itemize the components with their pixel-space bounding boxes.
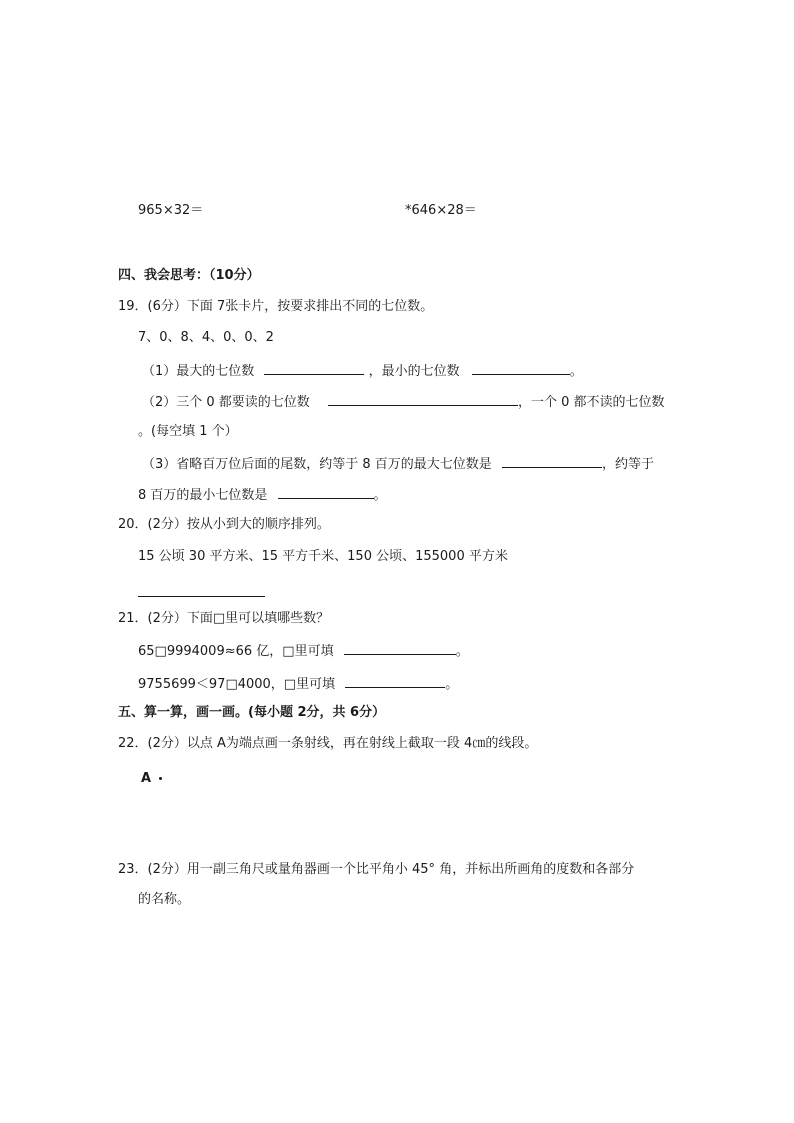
q19-part3-text-c: 8 百万的最小七位数是: [138, 488, 268, 503]
answer-blank-min[interactable]: [472, 362, 570, 375]
q19-part1-text-b: ，最小的七位数: [368, 364, 460, 379]
q20-items: 15 公顷 30 平方米、15 平方千米、150 公顷、155000 平方米: [138, 549, 508, 564]
answer-blank-three-zeros[interactable]: [328, 393, 518, 406]
q21-line1-end: 。: [455, 644, 469, 659]
q21-line2-end: 。: [445, 677, 459, 692]
point-a-marker: [141, 771, 162, 787]
q19-part3-text-a: （3）省略百万位后面的尾数，约等于 8 百万的最大七位数是: [142, 457, 492, 472]
section-5-title: 五、算一算，画一画。(每小题 2分，共 6分）: [118, 705, 386, 720]
q19-part3-text-b: ，约等于: [601, 457, 654, 472]
q21-line2: [138, 675, 458, 693]
calc-right: *646×28＝: [405, 203, 477, 218]
q22-stem: 22．(2分）以点 A为端点画一条射线，再在射线上截取一段 4㎝的线段。: [118, 736, 538, 751]
q19-stem: 19．(6分）下面 7张卡片，按要求排出不同的七位数。: [118, 299, 434, 314]
q21-line2-text: 9755699＜97□4000，□里可填: [138, 677, 336, 692]
calc-left: 965×32＝: [138, 203, 204, 218]
q21-stem: 21．(2分）下面□里可以填哪些数？: [118, 611, 330, 626]
answer-blank-min-8m[interactable]: [278, 486, 374, 499]
q19-part3: [142, 455, 654, 473]
q19-part2: [142, 393, 665, 411]
q21-line1: [138, 642, 469, 660]
answer-blank-max[interactable]: [264, 362, 364, 375]
section-4-title: 四、我会思考：（10分）: [118, 268, 260, 283]
q19-part1: [142, 362, 583, 380]
q23-stem-line2: 的名称。: [138, 892, 191, 907]
q19-part1-end: 。: [569, 364, 583, 379]
q19-part2-text-b: ，一个 0 都不读的七位数: [517, 395, 665, 410]
answer-blank-max-8m[interactable]: [502, 455, 602, 468]
q19-part2-note: 。(每空填 1 个）: [138, 424, 238, 439]
q19-cards: 7、0、8、4、0、0、2: [138, 330, 274, 345]
q21-line1-text: 65□9994009≈66 亿，□里可填: [138, 644, 334, 659]
q19-part1-text-a: （1）最大的七位数: [142, 364, 255, 379]
q23-stem: 23．(2分）用一副三角尺或量角器画一个比平角小 45° 角，并标出所画角的度数和各部分: [118, 862, 635, 877]
answer-blank-digits-2[interactable]: [345, 675, 445, 688]
q19-part2-text-a: （2）三个 0 都要读的七位数: [142, 395, 310, 410]
q20-stem: 20．(2分）按从小到大的顺序排列。: [118, 517, 330, 532]
point-a-label: A: [141, 771, 152, 786]
q19-part3-line2: [138, 486, 387, 504]
point-a-dot: [159, 777, 162, 780]
answer-blank-order[interactable]: [138, 596, 265, 597]
q19-part3-end: 。: [373, 488, 387, 503]
answer-blank-digits-1[interactable]: [344, 642, 456, 655]
